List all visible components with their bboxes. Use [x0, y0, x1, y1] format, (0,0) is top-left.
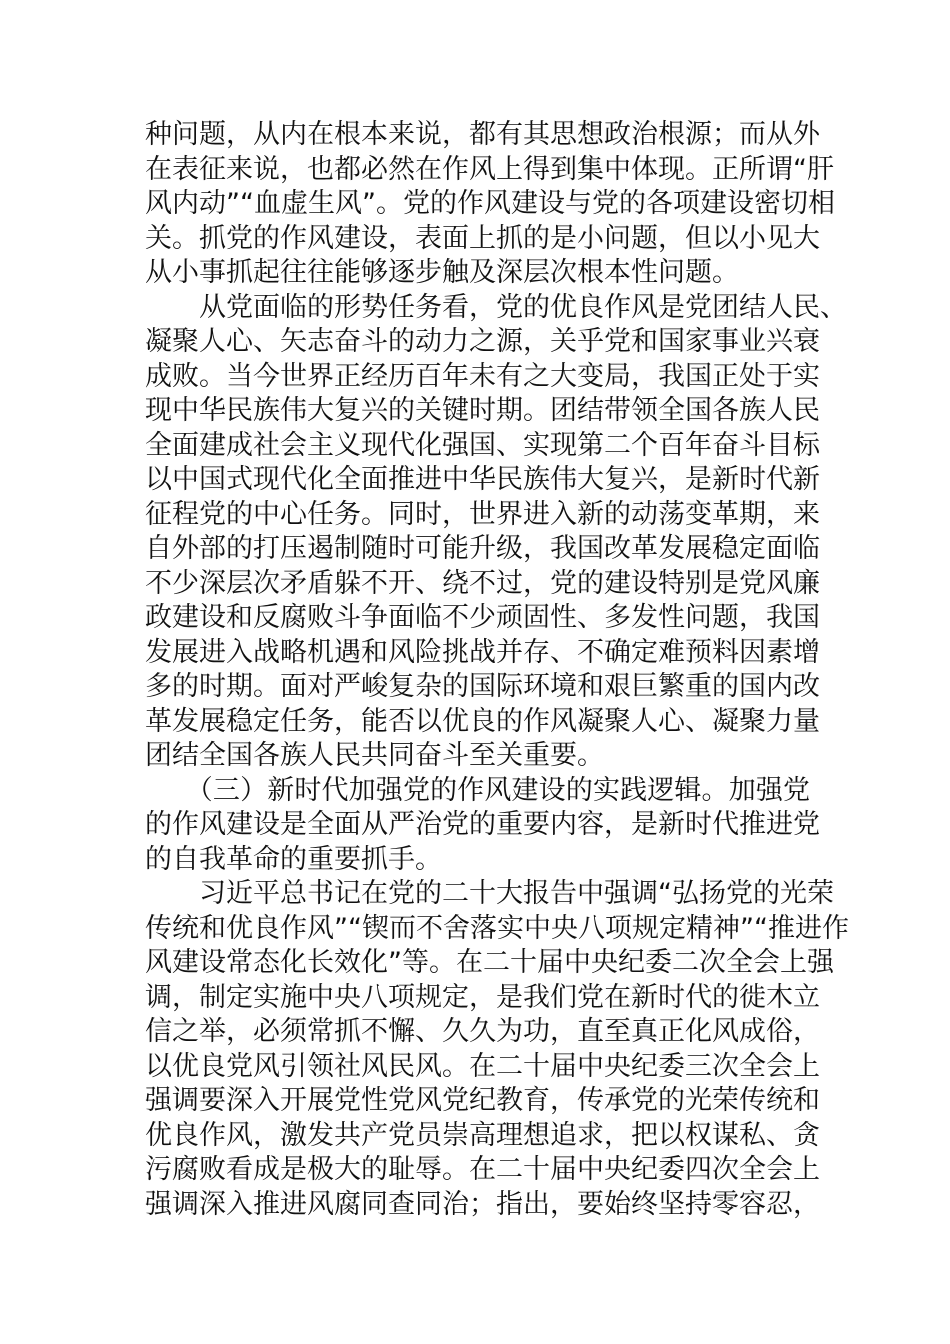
text-line: 污腐败看成是极大的耻辱。在二十届中央纪委四次全会上	[145, 1154, 820, 1185]
text-line: 习近平总书记在党的二十大报告中强调“弘扬党的光荣	[145, 878, 834, 909]
text-line: 凝聚人心、矢志奋斗的动力之源，关乎党和国家事业兴衰	[145, 326, 820, 357]
text-line: 的作风建设是全面从严治党的重要内容，是新时代推进党	[145, 809, 820, 840]
text-line: 以中国式现代化全面推进中华民族伟大复兴，是新时代新	[145, 464, 820, 495]
text-line: 从小事抓起往往能够逐步触及深层次根本性问题。	[145, 257, 739, 288]
text-line: 调，制定实施中央八项规定，是我们党在新时代的徙木立	[145, 981, 820, 1013]
text-line: 信之举，必须常抓不懈、久久为功，直至真正化风成俗，	[145, 1016, 820, 1047]
text-line: 发展进入战略机遇和风险挑战并存、不确定难预料因素增	[145, 636, 820, 668]
text-line: 全面建成社会主义现代化强国、实现第二个百年奋斗目标	[145, 429, 820, 461]
text-line: 现中华民族伟大复兴的关键时期。团结带领全国各族人民	[145, 395, 820, 426]
text-line: 风内动”“血虚生风”。党的作风建设与党的各项建设密切相	[145, 188, 835, 219]
text-line: 优良作风，激发共产党员崇高理想追求，把以权谋私、贪	[145, 1119, 820, 1151]
text-line: 政建设和反腐败斗争面临不少顽固性、多发性问题，我国	[145, 602, 820, 633]
section-heading-line: （三）新时代加强党的作风建设的实践逻辑。加强党	[145, 774, 810, 806]
text-line: 革发展稳定任务，能否以优良的作风凝聚人心、凝聚力量	[145, 705, 820, 737]
text-line: 强调要深入开展党性党风党纪教育，传承党的光荣传统和	[145, 1085, 820, 1116]
text-line: 风建设常态化长效化”等。在二十届中央纪委二次全会上强	[145, 947, 834, 978]
text-line: 团结全国各族人民共同奋斗至关重要。	[145, 740, 604, 771]
text-line: 种问题，从内在根本来说，都有其思想政治根源；而从外	[145, 119, 820, 150]
text-line: 自外部的打压遏制随时可能升级，我国改革发展稳定面临	[145, 533, 820, 564]
document-body	[145, 118, 849, 1222]
text-line: 征程党的中心任务。同时，世界进入新的动荡变革期，来	[145, 498, 820, 530]
text-line: 在表征来说，也都必然在作风上得到集中体现。正所谓“肝	[145, 153, 834, 185]
text-line: 强调深入推进风腐同查同治；指出，要始终坚持零容忍，	[145, 1188, 820, 1220]
text-line: 不少深层次矛盾躲不开、绕不过，党的建设特别是党风廉	[145, 567, 820, 599]
text-line: 多的时期。面对严峻复杂的国际环境和艰巨繁重的国内改	[145, 671, 820, 702]
text-line: 从党面临的形势任务看，党的优良作风是党团结人民、	[145, 291, 847, 323]
text-line: 传统和优良作风”“锲而不舍落实中央八项规定精神”“推进作	[145, 912, 849, 944]
text-line: 的自我革命的重要抓手。	[145, 843, 442, 875]
text-line: 以优良党风引领社风民风。在二十届中央纪委三次全会上	[145, 1050, 820, 1082]
text-line: 关。抓党的作风建设，表面上抓的是小问题，但以小见大	[145, 222, 820, 254]
text-line: 成败。当今世界正经历百年未有之大变局，我国正处于实	[145, 360, 820, 392]
